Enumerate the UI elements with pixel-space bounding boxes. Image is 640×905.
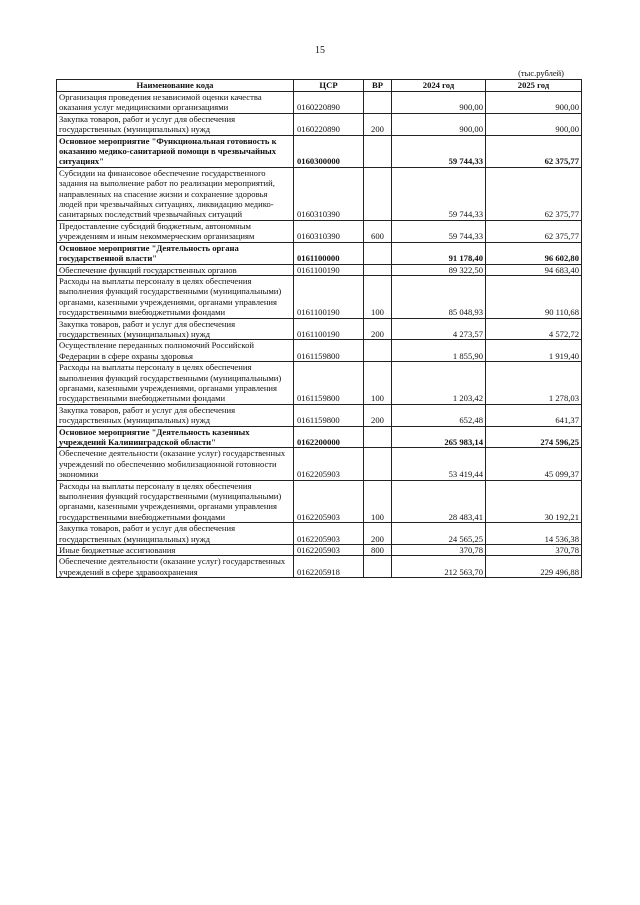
cell-vr <box>364 167 392 220</box>
cell-csr: 0161100190 <box>294 264 364 275</box>
cell-name: Иные бюджетные ассигнования <box>57 545 294 556</box>
table-row <box>57 448 582 480</box>
cell-vr <box>364 135 392 167</box>
cell-2024: 4 273,57 <box>392 318 486 340</box>
cell-csr: 0161159800 <box>294 340 364 362</box>
cell-name: Организация проведения независимой оценки качества оказания услуг медицинскими организациями <box>57 92 294 114</box>
cell-name: Основное мероприятие "Деятельность казенных учреждений Калининградской области" <box>57 426 294 448</box>
cell-2024: 1 855,90 <box>392 340 486 362</box>
cell-csr: 0162205903 <box>294 448 364 480</box>
cell-2025: 90 110,68 <box>486 275 582 318</box>
table-row <box>57 264 582 275</box>
cell-2024: 900,00 <box>392 113 486 135</box>
cell-2025: 274 596,25 <box>486 426 582 448</box>
cell-vr <box>364 426 392 448</box>
cell-csr: 0162205903 <box>294 523 364 545</box>
cell-vr <box>364 264 392 275</box>
cell-2025: 14 536,38 <box>486 523 582 545</box>
header-name: Наименование кода <box>57 80 294 92</box>
cell-vr <box>364 340 392 362</box>
header-2025: 2025 год <box>486 80 582 92</box>
cell-2024: 900,00 <box>392 92 486 114</box>
cell-vr: 200 <box>364 523 392 545</box>
cell-csr: 0162200000 <box>294 426 364 448</box>
cell-2024: 59 744,33 <box>392 135 486 167</box>
cell-2024: 85 048,93 <box>392 275 486 318</box>
table-row <box>57 92 582 114</box>
cell-csr: 0161159800 <box>294 362 364 405</box>
cell-2024: 265 983,14 <box>392 426 486 448</box>
units-note: (тыс.рублей) <box>518 68 564 78</box>
cell-vr <box>364 92 392 114</box>
cell-2025: 96 602,80 <box>486 242 582 264</box>
cell-2024: 59 744,33 <box>392 220 486 242</box>
cell-2024: 652,48 <box>392 404 486 426</box>
cell-vr: 100 <box>364 275 392 318</box>
cell-name: Субсидии на финансовое обеспечение государственного задания на выполнение работ по реализации мероприятий, направленных на спасение жизни и сохранение здоровья людей при чрезвычайных ситуациях, ликвидацию медико-санитарных последствий чрезвычайных ситуаций <box>57 167 294 220</box>
cell-2025: 900,00 <box>486 92 582 114</box>
cell-name: Основное мероприятие "Функциональная готовность к оказанию медико-санитарной помощи в чрезвычайных ситуациях" <box>57 135 294 167</box>
cell-name: Осуществление переданных полномочий Российской Федерации в сфере охраны здоровья <box>57 340 294 362</box>
cell-2024: 91 178,40 <box>392 242 486 264</box>
page-number: 15 <box>315 45 325 56</box>
table-row <box>57 362 582 405</box>
cell-csr: 0162205903 <box>294 480 364 523</box>
cell-2024: 28 483,41 <box>392 480 486 523</box>
cell-csr: 0160310390 <box>294 167 364 220</box>
header-2024: 2024 год <box>392 80 486 92</box>
table-row <box>57 480 582 523</box>
cell-2024: 370,78 <box>392 545 486 556</box>
table-row <box>57 523 582 545</box>
cell-vr: 100 <box>364 362 392 405</box>
cell-vr: 100 <box>364 480 392 523</box>
cell-2024: 89 322,50 <box>392 264 486 275</box>
cell-2024: 24 565,25 <box>392 523 486 545</box>
cell-vr: 200 <box>364 318 392 340</box>
cell-csr: 0160310390 <box>294 220 364 242</box>
table-row <box>57 340 582 362</box>
table-row <box>57 275 582 318</box>
cell-2025: 94 683,40 <box>486 264 582 275</box>
header-vr: ВР <box>364 80 392 92</box>
cell-csr: 0161100190 <box>294 318 364 340</box>
cell-2024: 212 563,70 <box>392 556 486 578</box>
table-row <box>57 242 582 264</box>
table-row <box>57 220 582 242</box>
cell-2025: 62 375,77 <box>486 220 582 242</box>
cell-2025: 30 192,21 <box>486 480 582 523</box>
cell-vr <box>364 556 392 578</box>
table-body <box>57 92 582 578</box>
cell-name: Закупка товаров, работ и услуг для обеспечения государственных (муниципальных) нужд <box>57 318 294 340</box>
cell-2025: 45 099,37 <box>486 448 582 480</box>
cell-vr: 200 <box>364 113 392 135</box>
table-row <box>57 404 582 426</box>
cell-2025: 1 919,40 <box>486 340 582 362</box>
cell-csr: 0160220890 <box>294 113 364 135</box>
cell-name: Обеспечение деятельности (оказание услуг) государственных учреждений в сфере здравоохранения <box>57 556 294 578</box>
cell-name: Закупка товаров, работ и услуг для обеспечения государственных (муниципальных) нужд <box>57 113 294 135</box>
cell-2025: 1 278,03 <box>486 362 582 405</box>
cell-csr: 0162205903 <box>294 545 364 556</box>
cell-2025: 62 375,77 <box>486 135 582 167</box>
cell-2025: 370,78 <box>486 545 582 556</box>
cell-name: Предоставление субсидий бюджетным, автономным учреждениям и иным некоммерческим организациям <box>57 220 294 242</box>
cell-csr: 0161159800 <box>294 404 364 426</box>
table-header-row <box>57 80 582 92</box>
budget-table <box>56 79 582 578</box>
cell-2024: 59 744,33 <box>392 167 486 220</box>
table-row <box>57 113 582 135</box>
cell-csr: 0162205918 <box>294 556 364 578</box>
cell-vr: 600 <box>364 220 392 242</box>
cell-csr: 0161100000 <box>294 242 364 264</box>
cell-name: Расходы на выплаты персоналу в целях обеспечения выполнения функций государственными (муниципальными) органами, казенными учреждениями, органами управления государственными внебюджетными фондами <box>57 275 294 318</box>
cell-2025: 900,00 <box>486 113 582 135</box>
cell-name: Обеспечение функций государственных органов <box>57 264 294 275</box>
cell-csr: 0160300000 <box>294 135 364 167</box>
cell-csr: 0161100190 <box>294 275 364 318</box>
cell-vr: 800 <box>364 545 392 556</box>
cell-name: Основное мероприятие "Деятельность органа государственной власти" <box>57 242 294 264</box>
cell-name: Обеспечение деятельности (оказание услуг) государственных учреждений по обеспечению мобилизационной готовности экономики <box>57 448 294 480</box>
cell-2025: 4 572,72 <box>486 318 582 340</box>
cell-name: Расходы на выплаты персоналу в целях обеспечения выполнения функций государственными (муниципальными) органами, казенными учреждениями, органами управления государственными внебюджетными фондами <box>57 480 294 523</box>
cell-vr <box>364 242 392 264</box>
cell-csr: 0160220890 <box>294 92 364 114</box>
cell-2025: 641,37 <box>486 404 582 426</box>
cell-name: Закупка товаров, работ и услуг для обеспечения государственных (муниципальных) нужд <box>57 404 294 426</box>
table-row <box>57 135 582 167</box>
table-row <box>57 426 582 448</box>
table-row <box>57 545 582 556</box>
cell-vr: 200 <box>364 404 392 426</box>
cell-2025: 229 496,88 <box>486 556 582 578</box>
table-row <box>57 167 582 220</box>
cell-name: Закупка товаров, работ и услуг для обеспечения государственных (муниципальных) нужд <box>57 523 294 545</box>
header-csr: ЦСР <box>294 80 364 92</box>
cell-2024: 53 419,44 <box>392 448 486 480</box>
cell-2024: 1 203,42 <box>392 362 486 405</box>
cell-vr <box>364 448 392 480</box>
table-row <box>57 318 582 340</box>
cell-2025: 62 375,77 <box>486 167 582 220</box>
table-row <box>57 556 582 578</box>
cell-name: Расходы на выплаты персоналу в целях обеспечения выполнения функций государственными (муниципальными) органами, казенными учреждениями, органами управления государственными внебюджетными фондами <box>57 362 294 405</box>
